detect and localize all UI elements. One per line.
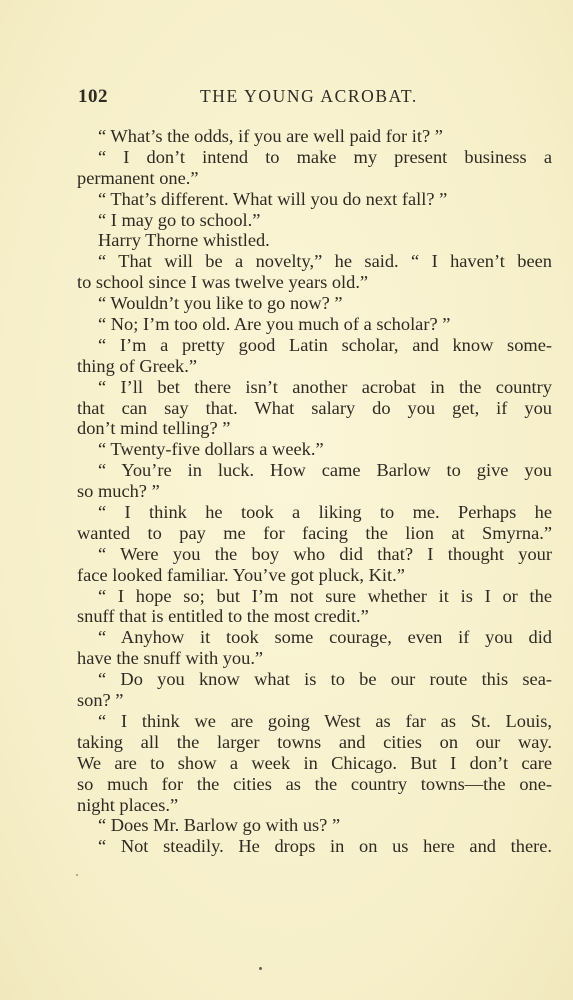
- text-line: thing of Greek.”: [77, 355, 198, 376]
- text-line: “ I hope so; but I’m not sure whether it is I or the: [98, 585, 552, 606]
- text-line: “ Not steadily. He drops in on us here and there.: [98, 836, 552, 857]
- text-line: snuff that is entitled to the most credit.”: [77, 606, 369, 627]
- text-line: “ I don’t intend to make my present business a: [98, 146, 552, 167]
- text-line: We are to show a week in Chicago. But I don’t care: [77, 752, 552, 773]
- text-line: “ I think we are going West as far as St. Louis,: [98, 710, 552, 731]
- text-line: son? ”: [77, 690, 124, 711]
- running-head: THE YOUNG ACROBAT.: [200, 86, 418, 106]
- text-line: “ I’m a pretty good Latin scholar, and know some-: [98, 334, 552, 355]
- text-line: taking all the larger towns and cities on our way.: [77, 731, 552, 752]
- text-line: “ I think he took a liking to me. Perhaps he: [98, 502, 552, 523]
- text-line: face looked familiar. You’ve got pluck, Kit.”: [77, 564, 405, 585]
- text-line: “ I may go to school.”: [98, 209, 261, 230]
- text-line: “ What’s the odds, if you are well paid for it? ”: [98, 126, 443, 146]
- body-text: [77, 126, 552, 857]
- text-line: so much for the cities as the country towns—the one-: [77, 773, 552, 794]
- text-line: “ Does Mr. Barlow go with us? ”: [98, 815, 341, 836]
- text-line: “ Do you know what is to be our route this sea-: [98, 669, 552, 690]
- text-line: that can say that. What salary do you get, if you: [77, 397, 552, 418]
- text-line: “ That will be a novelty,” he said. “ I haven’t been: [98, 251, 552, 272]
- print-speck: [76, 874, 78, 876]
- text-line: don’t mind telling? ”: [77, 418, 231, 439]
- text-line: to school since I was twelve years old.”: [77, 272, 369, 293]
- text-line: “ I’ll bet there isn’t another acrobat in the country: [98, 376, 552, 397]
- text-line: “ Twenty-five dollars a week.”: [98, 439, 324, 460]
- print-speck: [259, 967, 262, 970]
- text-line: “ Anyhow it took some courage, even if you did: [98, 627, 552, 648]
- page-number: 102: [78, 86, 108, 107]
- text-line: “ Were you the boy who did that? I thought your: [98, 543, 552, 564]
- text-line: “ No; I’m too old. Are you much of a scholar? ”: [98, 314, 451, 335]
- text-line: “ That’s different. What will you do next fall? ”: [98, 188, 448, 209]
- text-line: wanted to pay me for facing the lion at Smyrna.”: [77, 522, 552, 543]
- text-line: “ Wouldn’t you like to go now? ”: [98, 293, 343, 314]
- page-header: [78, 86, 550, 110]
- text-line: night places.”: [77, 794, 179, 815]
- text-line: Harry Thorne whistled.: [98, 230, 270, 251]
- text-line: “ You’re in luck. How came Barlow to give you: [98, 460, 552, 481]
- text-line: have the snuff with you.”: [77, 648, 264, 669]
- text-line: so much? ”: [77, 481, 160, 502]
- text-line: permanent one.”: [77, 167, 199, 188]
